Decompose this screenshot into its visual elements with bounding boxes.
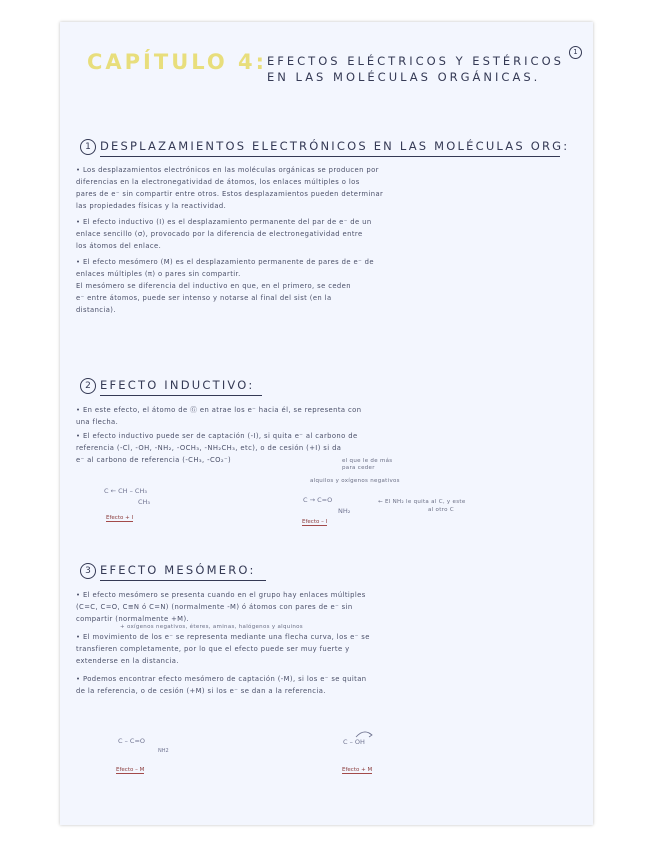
figure-caption: Efecto – M [116, 767, 145, 773]
chemical-structure: C → C=O [303, 496, 333, 504]
text-line: transfieren completamente, por lo que el efecto puede ser muy fuerte y [76, 645, 350, 653]
chapter-heading: CAPÍTULO 4: [87, 50, 268, 74]
text-line: • Podemos encontrar efecto mesómero de captación (-M), si los e⁻ se quitan [76, 675, 367, 683]
side-note: + oxígenos negativos, éteres, aminas, halógenos y alquinos [120, 624, 303, 630]
text-line: diferencias en la electronegatividad de átomos, los enlaces múltiples o los [76, 178, 360, 186]
side-note: al otro C [428, 507, 454, 513]
section-2-underline [100, 395, 262, 396]
section-2-body [76, 404, 361, 466]
chemical-structure: NH2 [158, 748, 169, 754]
side-note: alquilos y oxígenos negativos [310, 478, 400, 484]
text-line: enlace sencillo (σ), provocado por la diferencia de electronegatividad entre [76, 230, 363, 238]
section-1-title: DESPLAZAMIENTOS ELECTRÓNICOS EN LAS MOLÉCULAS ORG: [100, 139, 570, 153]
section-2-number: 2 [80, 378, 96, 394]
text-line: e⁻ al carbono de referencia (-CH₃, -CO₂⁻) [76, 456, 232, 464]
text-line: distancia). [76, 306, 116, 314]
side-note: ← El NH₂ le quita al C, y este [378, 499, 466, 505]
figure-caption: Efecto – I [302, 519, 328, 525]
notebook-page [60, 22, 593, 825]
text-line: enlaces múltiples (π) o pares sin compartir. [76, 270, 241, 278]
chemical-structure: NH₂ [338, 507, 351, 515]
text-line: e⁻ entre átomos, puede ser intenso y notarse al final del sist (en la [76, 294, 332, 302]
chemical-structure: CH₃ [138, 498, 151, 506]
text-line: • Los desplazamientos electrónicos en las moléculas orgánicas se producen por [76, 166, 379, 174]
text-line: El mesómero se diferencia del inductivo en que, en el primero, se ceden [76, 282, 351, 290]
text-line: (C=C, C=O, C≡N ó C=N) (normalmente -M) ó átomos con pares de e⁻ sin [76, 603, 353, 611]
figure-caption: Efecto + M [342, 767, 373, 773]
page-marker: 1 [569, 46, 582, 59]
section-1-underline [100, 156, 560, 157]
chemical-structure: C – OH [343, 738, 365, 746]
chemical-structure: C – C=O [118, 737, 146, 745]
text-line: compartir (normalmente +M). [76, 615, 190, 623]
curved-arrow-icon [354, 728, 374, 738]
text-line: referencia (-Cl, -OH, -NH₂, -OCH₃, -NH₂CH₃, etc), o de cesión (+I) si da [76, 444, 342, 452]
chapter-title-line1: EFECTOS ELÉCTRICOS Y ESTÉRICOS [267, 54, 564, 68]
section-3-number: 3 [80, 563, 96, 579]
text-line: de la referencia, o de cesión (+M) si los e⁻ se dan a la referencia. [76, 687, 326, 695]
side-note: para ceder [342, 465, 375, 471]
section-3-title: EFECTO MESÓMERO: [100, 563, 256, 577]
chemical-structure: C ← CH – CH₃ [104, 487, 147, 495]
section-3-body [76, 589, 370, 697]
text-line: • El efecto inductivo (I) es el desplazamiento permanente del par de e⁻ de un [76, 218, 372, 226]
text-line: • El efecto mesómero se presenta cuando en el grupo hay enlaces múltiples [76, 591, 366, 599]
figure-caption: Efecto + I [106, 515, 134, 521]
section-1-body [76, 164, 383, 316]
text-line: una flecha. [76, 418, 119, 426]
text-line: extenderse en la distancia. [76, 657, 179, 665]
chapter-title-line2: EN LAS MOLÉCULAS ORGÁNICAS. [267, 70, 541, 84]
side-note: el que le de más [342, 458, 393, 464]
section-3-underline [100, 580, 266, 581]
text-line: pares de e⁻ sin compartir entre otros. Estos desplazamientos pueden determinar [76, 190, 384, 198]
section-1-number: 1 [80, 139, 96, 155]
text-line: • En este efecto, el átomo de Ⓖ en atrae los e⁻ hacia él, se representa con [76, 406, 362, 414]
text-line: • El efecto inductivo puede ser de captación (-I), si quita e⁻ al carbono de [76, 432, 358, 440]
text-line: las propiedades físicas y la reactividad. [76, 202, 227, 210]
section-2-title: EFECTO INDUCTIVO: [100, 378, 255, 392]
text-line: • El efecto mesómero (M) es el desplazamiento permanente de pares de e⁻ de [76, 258, 374, 266]
text-line: los átomos del enlace. [76, 242, 162, 250]
text-line: • El movimiento de los e⁻ se representa mediante una flecha curva, los e⁻ se [76, 633, 370, 641]
